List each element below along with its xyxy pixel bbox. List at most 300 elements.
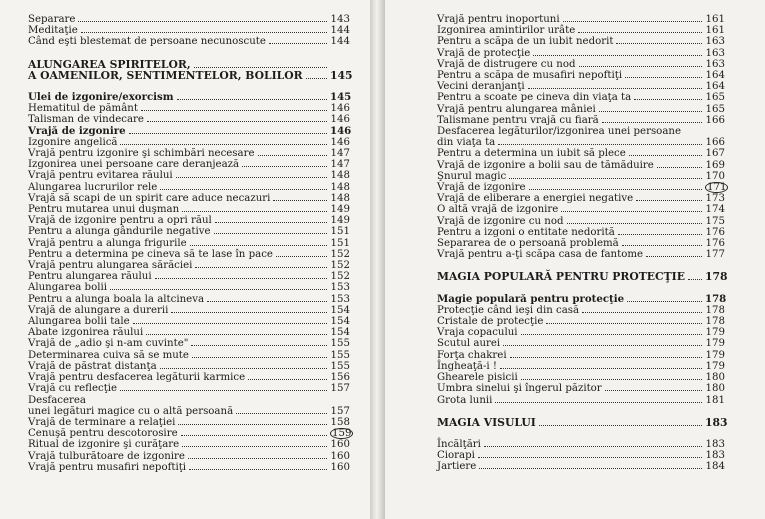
- toc-entry: [437, 450, 725, 461]
- toc-entry: [437, 193, 725, 204]
- toc-page-number: [705, 216, 725, 227]
- toc-entry: [437, 160, 725, 171]
- toc-entry-title: Ciorapi: [437, 450, 475, 462]
- page-number-text: 163: [705, 36, 725, 48]
- toc-entry-title: O altă vrajă de izgonire: [437, 204, 559, 216]
- toc-entry: [437, 383, 725, 394]
- page-number-text: 183: [705, 415, 728, 429]
- toc-entry-title: Ghearele pisicii: [437, 372, 518, 384]
- toc-page-number: [330, 294, 350, 305]
- page-number-text: 161: [705, 14, 725, 25]
- page-number-text: 154: [330, 304, 350, 316]
- toc-entry-title: Grota lunii: [437, 394, 493, 406]
- dot-leader: [181, 435, 327, 436]
- page-number-text: 143: [330, 14, 350, 25]
- toc-entry-title: Vecini deranjanţi: [437, 81, 525, 93]
- dot-leader: [510, 357, 702, 358]
- toc-entry-title: Jartiere: [437, 461, 477, 473]
- toc-page-number: [330, 204, 350, 215]
- toc-page-number: [330, 137, 350, 148]
- toc-page-number: [705, 361, 725, 372]
- toc-page-number: [330, 305, 350, 316]
- toc-page-number: [705, 227, 725, 238]
- toc-entry: [437, 36, 725, 47]
- toc-page-number: [330, 148, 350, 159]
- toc-page-number: [705, 182, 725, 193]
- page-number-text: 156: [330, 372, 350, 384]
- toc-entry-title: Vrajă de izgonire pentru a opri răul: [28, 215, 212, 227]
- page-number-text: 160: [330, 450, 350, 462]
- toc-entry: [437, 48, 725, 59]
- toc-entry-title: Pentru a alunga gândurile negative: [28, 226, 211, 238]
- toc-page-number: [330, 25, 350, 36]
- toc-entry-title: Alungarea lucrurilor rele: [28, 181, 158, 193]
- page-number-text: 167: [705, 148, 725, 160]
- dot-leader: [306, 78, 327, 79]
- toc-page-number: [705, 338, 725, 349]
- toc-entry: [437, 148, 725, 159]
- page-number-text: 149: [330, 215, 350, 227]
- page-number-text: 158: [330, 416, 350, 428]
- toc-entry: [28, 36, 350, 47]
- dot-leader: [561, 211, 702, 212]
- toc-page-number: [705, 270, 728, 284]
- dot-leader: [214, 233, 327, 234]
- page-number-text: 157: [330, 383, 350, 395]
- toc-entry-title: Determinarea cuiva să se mute: [28, 349, 189, 361]
- toc-entry-title: Vrajă de izgonire: [437, 182, 526, 194]
- toc-entry-title: Talisman de vindecare: [28, 114, 144, 126]
- toc-page-number: [330, 126, 350, 137]
- toc-page-number: [705, 238, 725, 249]
- page-number-text: 147: [330, 159, 350, 171]
- toc-entry: [437, 115, 725, 126]
- toc-entry: [28, 260, 350, 271]
- dot-leader: [500, 368, 702, 369]
- page-number-text: 144: [330, 25, 350, 37]
- toc-entry-title: Vrajă de izgonire cu nod: [437, 215, 564, 227]
- toc-entry: [437, 350, 725, 361]
- toc-entry: [28, 137, 350, 148]
- page-number-text: 176: [705, 238, 725, 250]
- toc-entry: [28, 428, 350, 439]
- page-number-text: 165: [705, 103, 725, 115]
- dot-leader: [242, 166, 327, 167]
- toc-entry: [437, 395, 725, 406]
- dot-leader: [110, 289, 327, 290]
- page-number-text: 170: [705, 170, 725, 182]
- toc-entry: [437, 92, 725, 103]
- toc-page-number: [705, 439, 725, 450]
- dot-leader: [189, 469, 327, 470]
- dot-leader: [269, 43, 327, 44]
- toc-page-number: [705, 81, 725, 92]
- toc-entry-title: Pentru mutarea unui duşman: [28, 204, 180, 216]
- toc-entry: [28, 439, 350, 450]
- dot-leader: [81, 32, 327, 33]
- toc-page-number: [330, 462, 350, 473]
- page-number-text: 147: [330, 148, 350, 160]
- toc-entry-title: Pentru a alunga boala la altcineva: [28, 293, 205, 305]
- page-number-text: 181: [705, 394, 725, 406]
- toc-page-number: [705, 316, 725, 327]
- dot-leader: [563, 21, 702, 22]
- toc-entry-title: Pentru a scăpa de un iubit nedorit: [437, 36, 614, 48]
- dot-leader: [147, 121, 327, 122]
- toc-entry-title: Pentru a determina pe cineva să te lase în pace: [28, 248, 273, 260]
- toc-entry: [28, 271, 350, 282]
- dot-leader: [182, 446, 327, 447]
- toc-entry-title: Abate izgonirea răului: [28, 327, 144, 339]
- toc-entry-title: Umbra sinelui şi îngerul păzitor: [437, 383, 602, 395]
- book-spine: [370, 0, 385, 519]
- page-number-text: 155: [330, 349, 350, 361]
- dot-leader: [533, 55, 702, 56]
- toc-page-number: [705, 104, 725, 115]
- dot-leader: [646, 256, 702, 257]
- toc-entry: [437, 327, 725, 338]
- toc-page-number: [705, 160, 725, 171]
- dot-leader: [120, 390, 327, 391]
- toc-entry: [28, 282, 350, 293]
- toc-page-number: [330, 159, 350, 170]
- toc-entry: [28, 361, 350, 372]
- toc-entry-title: Separarea de o persoană problemă: [437, 238, 619, 250]
- page-number-text: 176: [705, 226, 725, 238]
- toc-entry: [28, 451, 350, 462]
- toc-page-number: [330, 406, 350, 417]
- page-number-text: 161: [705, 25, 725, 37]
- page-number-text: 154: [330, 316, 350, 328]
- page-number-text: 153: [330, 293, 350, 305]
- toc-entry: [28, 204, 350, 215]
- toc-page-number: [330, 350, 350, 361]
- dot-leader: [215, 222, 327, 223]
- page-number-text: 179: [705, 349, 725, 361]
- toc-page-number: [330, 193, 350, 204]
- page-number-text: 149: [330, 204, 350, 216]
- dot-leader: [509, 178, 702, 179]
- toc-entry-title: Izgonirea unei persoane care deranjează: [28, 159, 240, 171]
- toc-page-number: [705, 137, 725, 148]
- toc-entry-title: Vrajă de izgonire: [28, 124, 126, 137]
- page-number-text: 154: [330, 327, 350, 339]
- toc-entry: [437, 238, 725, 249]
- toc-page-number: [330, 36, 350, 47]
- toc-page-number: [330, 170, 350, 181]
- dot-leader: [276, 256, 327, 257]
- dot-leader: [627, 301, 702, 302]
- toc-entry: [437, 316, 725, 327]
- toc-entry-title: Alungarea bolii tale: [28, 316, 130, 328]
- toc-page-number: [330, 92, 350, 103]
- toc-entry: [28, 294, 350, 305]
- toc-page-number: [330, 249, 350, 260]
- circled-page-number: 159: [332, 428, 352, 440]
- toc-entry: [28, 226, 350, 237]
- toc-entry-title: Pentru a determina un iubit să plece: [437, 148, 626, 160]
- toc-entry: [437, 372, 725, 383]
- toc-entry: [28, 372, 350, 383]
- toc-entry: [437, 305, 725, 316]
- section-spacer: [437, 428, 725, 439]
- page-number-text: 152: [330, 260, 350, 272]
- toc-page-number: [330, 338, 350, 349]
- page-number-text: 151: [330, 237, 350, 249]
- page-number-text: 155: [330, 360, 350, 372]
- toc-entry: [437, 182, 725, 193]
- dot-leader: [629, 155, 702, 156]
- dot-leader: [578, 32, 702, 33]
- page-number-text: 155: [330, 338, 350, 350]
- toc-page-number: [705, 36, 725, 47]
- toc-page-number: [705, 415, 728, 429]
- toc-page-number: [330, 428, 350, 439]
- toc-page-number: [705, 25, 725, 36]
- page-number-text: 160: [330, 461, 350, 473]
- toc-entry: [437, 227, 725, 238]
- toc-page-number: [705, 372, 725, 383]
- dot-leader: [503, 345, 702, 346]
- dot-leader: [194, 67, 327, 68]
- toc-entry: [28, 159, 350, 170]
- toc-page-number: [330, 14, 350, 25]
- dot-leader: [141, 110, 327, 111]
- toc-entry: [437, 104, 725, 115]
- toc-entry-title: Separare: [28, 14, 76, 25]
- toc-entry-title: ALUNGAREA SPIRITELOR,: [28, 57, 191, 71]
- toc-page-number: [330, 361, 350, 372]
- toc-entry-title: Vrajă de izgonire a bolii sau de tămăduire: [437, 159, 654, 171]
- toc-entry: [28, 92, 350, 103]
- toc-entry: [437, 361, 725, 372]
- dot-leader: [479, 468, 702, 469]
- page-number-text: 165: [705, 92, 725, 104]
- toc-entry-title: Vrajă de „adio şi n-am cuvinte": [28, 338, 189, 350]
- toc-entry-title: Vrajă să scapi de un spirit care aduce necazuri: [28, 192, 271, 204]
- page-number-text: 175: [705, 215, 725, 227]
- toc-page-number: [705, 148, 725, 159]
- toc-page-number: [330, 68, 353, 82]
- toc-page-number: [705, 350, 725, 361]
- toc-entry-title: Vrajă cu reflecţie: [28, 383, 118, 395]
- dot-leader: [657, 167, 702, 168]
- dot-leader: [582, 312, 702, 313]
- dot-leader: [178, 424, 327, 425]
- dot-leader: [529, 189, 702, 190]
- toc-entry-title: Desfacerea: [28, 394, 86, 406]
- toc-entry-title: Desfacerea legăturilor/izgonirea unei persoane: [437, 126, 681, 138]
- toc-entry: [28, 305, 350, 316]
- toc-entry-title: Pentru a scoate pe cineva din viaţa ta: [437, 92, 632, 104]
- toc-page-number: [705, 193, 725, 204]
- toc-entry: [437, 216, 725, 227]
- toc-entry: [28, 338, 350, 349]
- toc-entry-title: Pentru alungarea răului: [28, 271, 152, 283]
- toc-entry: [437, 439, 725, 450]
- dot-leader: [177, 99, 327, 100]
- toc-entry: [437, 14, 725, 25]
- toc-entry-title: Îngheaţă-i !: [437, 360, 497, 372]
- toc-page-number: [330, 383, 350, 394]
- page-number-text: 152: [330, 248, 350, 260]
- toc-entry: [28, 417, 350, 428]
- toc-entry-title: Alungarea bolii: [28, 282, 107, 294]
- toc-entry-title: Vrajă de protecţie: [437, 47, 531, 59]
- page-number-text: 146: [330, 124, 352, 137]
- page-number-text: 163: [705, 47, 725, 59]
- dot-leader: [602, 122, 702, 123]
- toc-entry: [28, 316, 350, 327]
- toc-entry: [437, 59, 725, 70]
- dot-leader: [625, 77, 702, 78]
- toc-entry-title: Vrajă pentru izgonire şi schimbări necesare: [28, 148, 255, 160]
- toc-section-heading: [28, 68, 353, 82]
- toc-entry: [437, 338, 725, 349]
- toc-entry-title: Ulei de izgonire/exorcism: [28, 91, 174, 104]
- page-number-text: 183: [705, 438, 725, 450]
- section-spacer: [28, 48, 350, 59]
- toc-page-number: [330, 327, 350, 338]
- toc-page-number: [330, 226, 350, 237]
- dot-leader: [622, 245, 702, 246]
- dot-leader: [579, 66, 702, 67]
- toc-entry: [28, 14, 350, 25]
- toc-entry: [28, 350, 350, 361]
- toc-entry: [28, 126, 350, 137]
- toc-entry-title: Vrajă pentru inoportuni: [437, 14, 560, 25]
- toc-page-number: [705, 70, 725, 81]
- toc-entry: [437, 81, 725, 92]
- toc-entry-title: Ritual de izgonire şi curăţare: [28, 439, 180, 451]
- dot-leader: [146, 334, 327, 335]
- toc-entry: [28, 103, 350, 114]
- toc-section-heading: [437, 415, 728, 429]
- toc-entry: [437, 70, 725, 81]
- toc-entry-title: Vrajă pentru alungarea mâniei: [437, 103, 596, 115]
- page-number-text: 178: [705, 316, 725, 328]
- toc-page-number: [705, 461, 725, 472]
- dot-leader: [688, 279, 702, 280]
- page-number-text: 177: [705, 249, 725, 261]
- page-number-text: 164: [705, 70, 725, 82]
- toc-entry-title: Vrajă pentru musafiri nepoftiţi: [28, 461, 187, 473]
- page-number-text: 179: [705, 338, 725, 350]
- toc-page-number: [330, 182, 350, 193]
- page-number-text: 169: [705, 159, 725, 171]
- page-number-text: 164: [705, 81, 725, 93]
- dot-leader: [605, 390, 702, 391]
- toc-page-number: [330, 451, 350, 462]
- page-number-text: 178: [705, 292, 727, 305]
- toc-right-page: [385, 0, 765, 519]
- toc-entry-title: unei legături magice cu o altă persoană: [28, 405, 234, 417]
- toc-entry: [437, 25, 725, 36]
- dot-leader: [176, 177, 327, 178]
- page-number-text: 157: [330, 405, 350, 417]
- dot-leader: [190, 245, 327, 246]
- toc-entry-title: Pentru a scăpa de musafiri nepoftiţi: [437, 70, 623, 82]
- dot-leader: [636, 200, 702, 201]
- toc-page-number: [705, 204, 725, 215]
- toc-entry: [437, 294, 725, 305]
- toc-page-number: [330, 238, 350, 249]
- page-number-text: 145: [330, 91, 352, 104]
- toc-entry-title: A OAMENILOR, SENTIMENTELOR, BOLILOR: [28, 68, 303, 82]
- toc-page-number: [705, 450, 725, 461]
- page-number-text: 148: [330, 181, 350, 193]
- toc-entry: [437, 137, 725, 148]
- toc-page-number: [705, 59, 725, 70]
- toc-entry-title: Protecţie când ieşi din casă: [437, 304, 580, 316]
- toc-entry-title: Vrajă de eliberare a energiei negative: [437, 193, 634, 205]
- toc-entry-title: Vrajă pentru evitarea răului: [28, 170, 173, 182]
- dot-leader: [191, 345, 327, 346]
- page-number-text: 146: [330, 136, 350, 148]
- toc-entry: [28, 215, 350, 226]
- page-number-text: 180: [705, 383, 725, 395]
- toc-entry: [28, 249, 350, 260]
- dot-leader: [521, 334, 702, 335]
- toc-entry-title: Vrajă pentru a alunga frigurile: [28, 237, 187, 249]
- toc-entry: [28, 25, 350, 36]
- dot-leader: [182, 211, 327, 212]
- dot-leader: [616, 43, 702, 44]
- toc-entry: [28, 383, 350, 394]
- toc-entry: [28, 395, 350, 406]
- toc-page-number: [330, 439, 350, 450]
- toc-entry: [28, 182, 350, 193]
- dot-leader: [120, 144, 327, 145]
- toc-page-number: [330, 282, 350, 293]
- toc-entry: [28, 462, 350, 473]
- toc-page-number: [705, 249, 725, 260]
- page-number-text: 152: [330, 271, 350, 283]
- page-number-text: 184: [705, 461, 725, 473]
- toc-page-number: [705, 305, 725, 316]
- dot-leader: [207, 301, 327, 302]
- dot-leader: [171, 312, 327, 313]
- toc-entry: [28, 148, 350, 159]
- toc-entry-title: MAGIA VISULUI: [437, 415, 536, 429]
- page-number-text: 180: [705, 372, 725, 384]
- dot-leader: [160, 368, 327, 369]
- dot-leader: [78, 21, 327, 22]
- dot-leader: [188, 458, 327, 459]
- toc-entry-title: Hematitul de pământ: [28, 103, 138, 115]
- dot-leader: [155, 278, 327, 279]
- toc-page-number: [330, 417, 350, 428]
- dot-leader: [236, 413, 327, 414]
- toc-entry-title: din viaţa ta: [437, 137, 496, 149]
- toc-entry-title: Vrajă pentru desfacerea legăturii karmice: [28, 372, 246, 384]
- dot-leader: [273, 200, 327, 201]
- toc-entry-title: Talismane pentru vrajă cu fiară: [437, 114, 599, 126]
- toc-page-number: [705, 92, 725, 103]
- page-number-text: 146: [330, 103, 350, 115]
- page-number-text: 183: [705, 450, 725, 462]
- toc-entry-title: Vrajă de alungare a durerii: [28, 304, 169, 316]
- toc-page-number: [705, 171, 725, 182]
- toc-entry: [437, 461, 725, 472]
- dot-leader: [521, 379, 702, 380]
- dot-leader: [599, 111, 702, 112]
- toc-page-number: [330, 215, 350, 226]
- toc-entry-title: Cenuşă pentru descotorosire: [28, 428, 178, 440]
- dot-leader: [192, 357, 327, 358]
- page-number-text: 163: [705, 58, 725, 70]
- toc-page-number: [705, 115, 725, 126]
